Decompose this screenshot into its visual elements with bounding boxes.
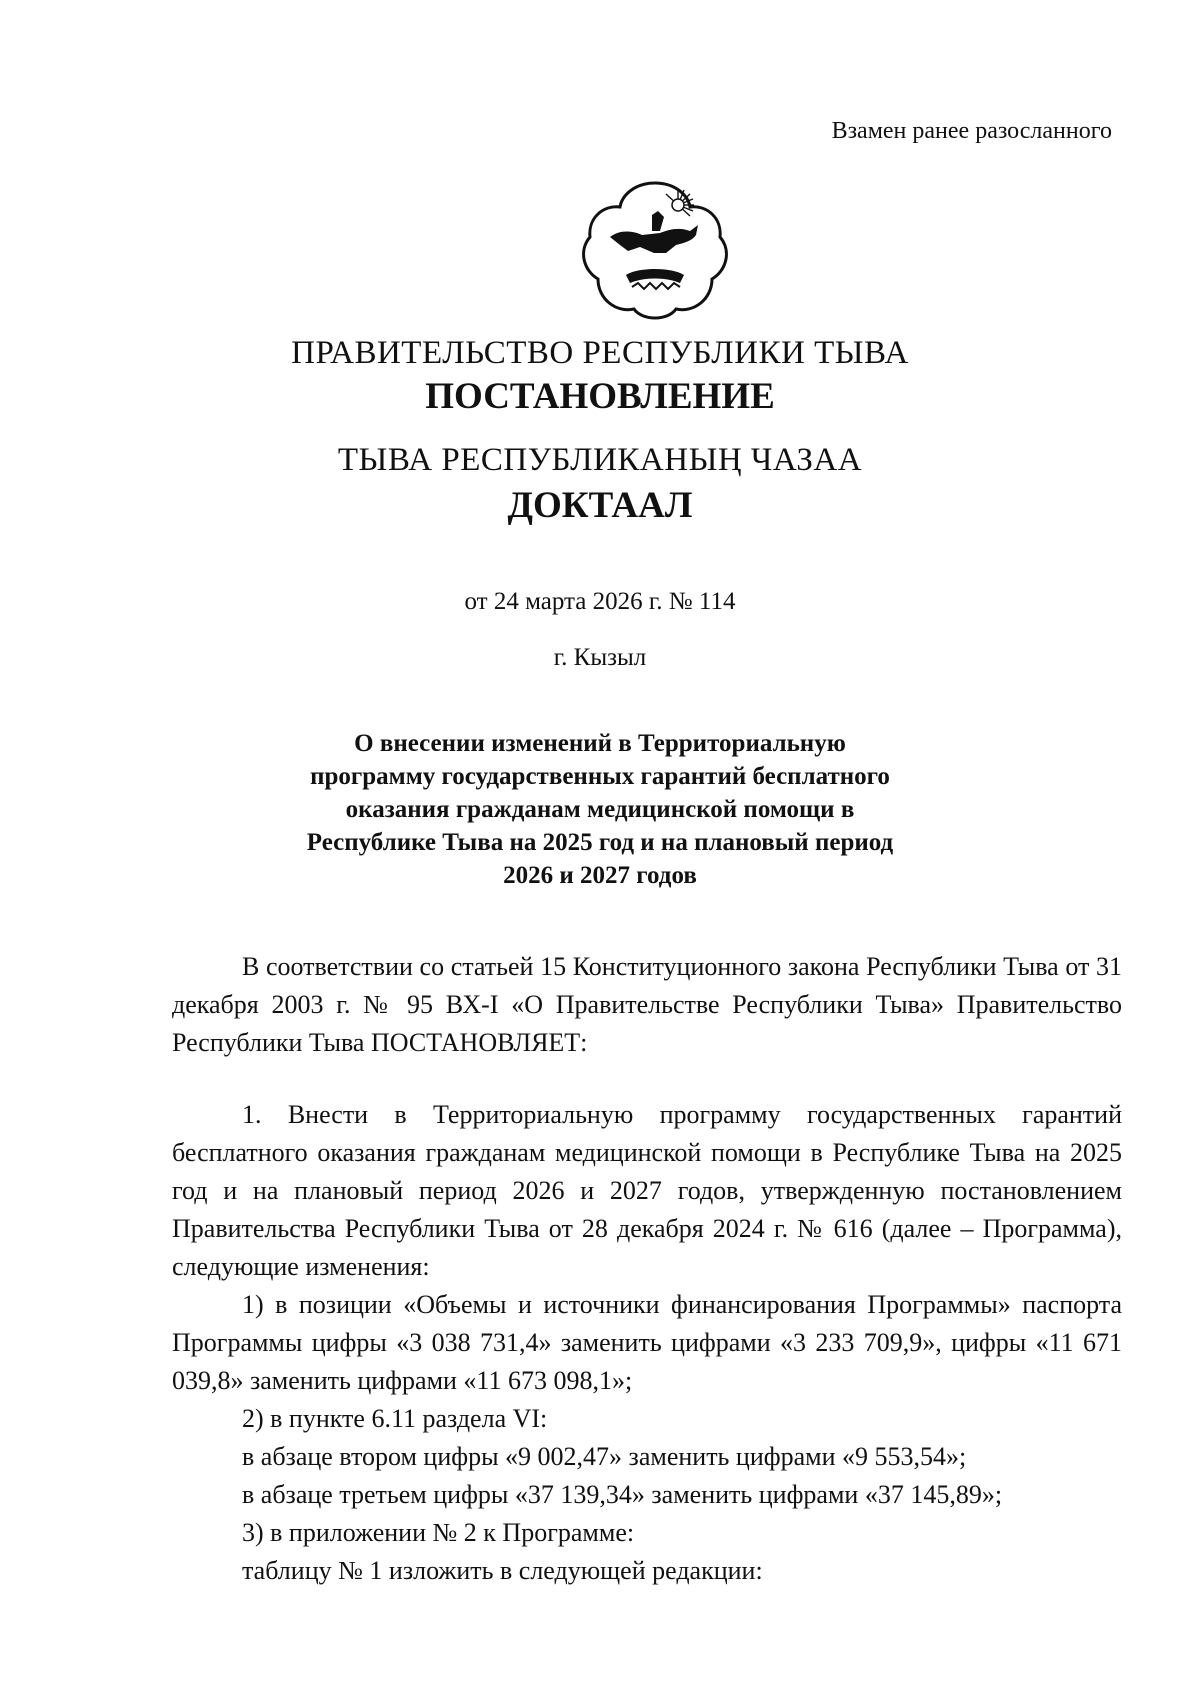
government-name-tyv: ТЫВА РЕСПУБЛИКАНЫҢ ЧАЗАА xyxy=(337,442,863,478)
sub-item-3a: таблицу № 1 изложить в следующей редакции: xyxy=(242,1556,763,1585)
date-number: от 24 марта 2026 г. № 114 xyxy=(464,588,736,615)
city: г. Кызыл xyxy=(553,644,647,671)
sub-item-3: 3) в приложении № 2 к Программе: xyxy=(242,1518,635,1547)
government-name-ru: ПРАВИТЕЛЬСТВО РЕСПУБЛИКИ ТЫВА xyxy=(291,335,909,371)
sub-item-2: 2) в пункте 6.11 раздела VI: xyxy=(242,1404,548,1433)
sub-item-2b: в абзаце третьем цифры «37 139,34» заменить цифрами «37 145,89»; xyxy=(242,1480,1003,1509)
intro-section xyxy=(172,948,1122,1062)
intro-paragraph: В соответствии со статьей 15 Конституционного закона Республики Тыва от 31 декабря 2003 г. № 95 ВХ-I «О Правительстве Республики Тыва» Правительство Республики Тыва ПОСТАНОВЛЯЕТ: xyxy=(172,952,1122,1057)
coat-of-arms-icon xyxy=(580,175,730,325)
document-type-ru: ПОСТАНОВЛЕНИЕ xyxy=(425,376,775,417)
items-section xyxy=(172,1096,1122,1590)
document-type-tyv: ДОКТААЛ xyxy=(507,485,693,526)
document-subject: О внесении изменений в Территориальную программу государственных гарантий бесплатного оказания гражданам медицинской помощи в Республике Тыва на 2025 год и на плановый период 2026 и 2027 годов xyxy=(306,730,894,889)
item-1: 1. Внести в Территориальную программу государственных гарантий бесплатного оказания гражданам медицинской помощи в Республике Тыва на 2025 год и на плановый период 2026 и 2027 годов, утвержденную постановлением Правительства Республики Тыва от 28 декабря 2024 г. № 616 (далее – Программа), следующие изменения: xyxy=(172,1100,1122,1281)
replacement-note: Взамен ранее разосланного xyxy=(831,118,1112,144)
sub-item-1: 1) в позиции «Объемы и источники финансирования Программы» паспорта Программы цифры «3 038 731,4» заменить цифрами «3 233 709,9», цифры «11 671 039,8» заменить цифрами «11 673 098,1»; xyxy=(172,1290,1122,1395)
sub-item-2a: в абзаце втором цифры «9 002,47» заменить цифрами «9 553,54»; xyxy=(242,1442,967,1471)
